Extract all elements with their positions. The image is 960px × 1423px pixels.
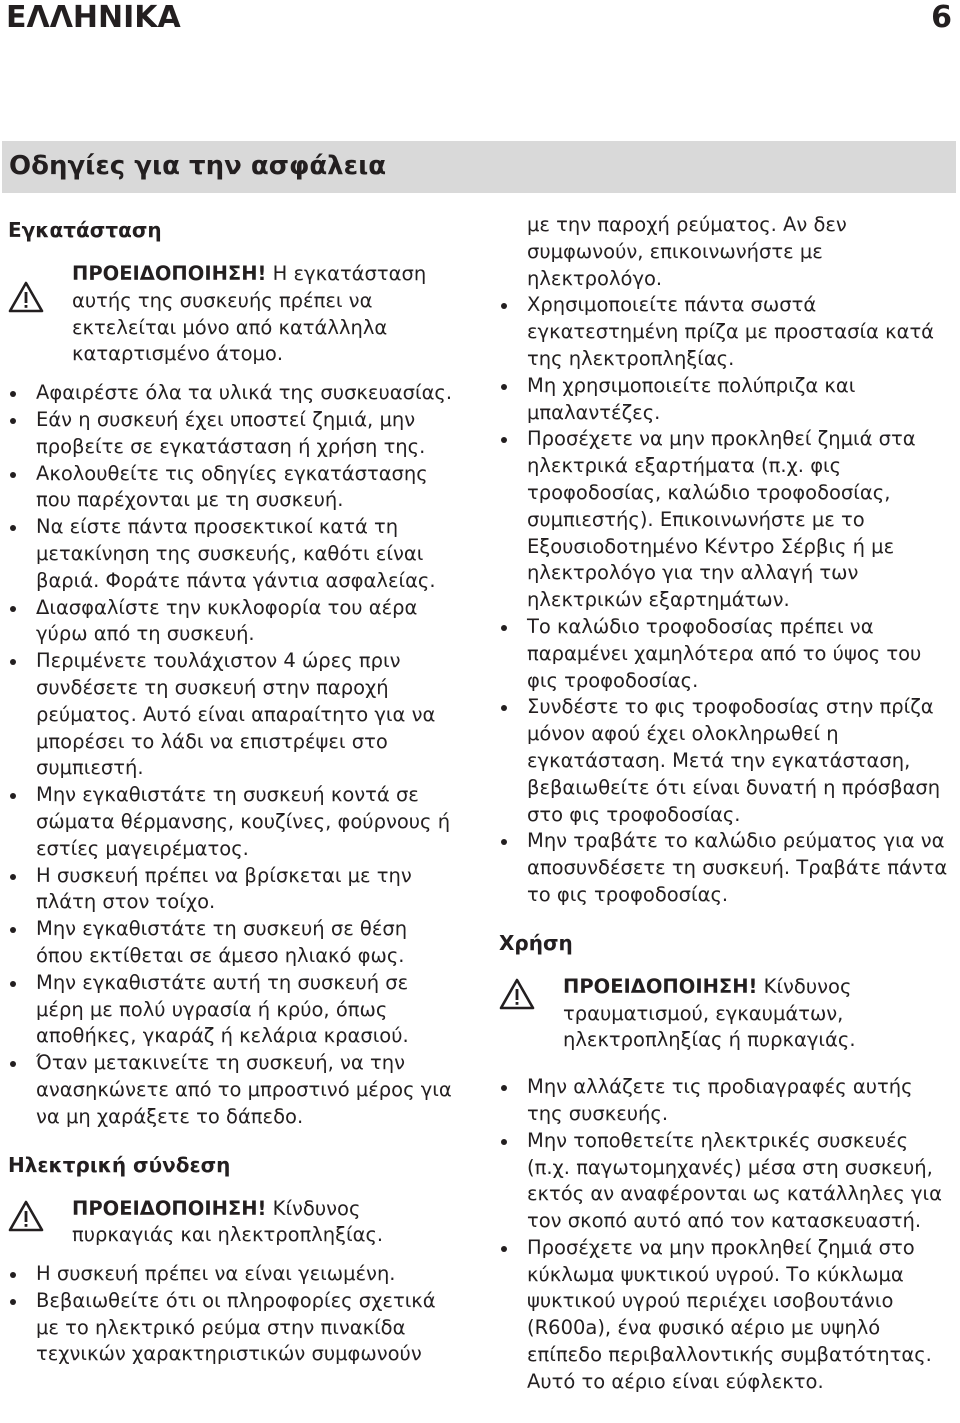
warning-text: Η εγκατάσταση αυτής της συσκευής πρέπει να εκτελείται μόνο από κατάλληλα καταρτισμένο άτομο. [72, 262, 427, 366]
list-item: Μην τοποθετείτε ηλεκτρικές συσκευές (π.χ. παγωτομηχανές) μέσα στη συσκευή, εκτός αν αναφέρονται ως κατάλληλες για τον σκοπό αυτό από τον κατασκευαστή. [499, 1128, 951, 1235]
warning-triangle-icon [499, 978, 535, 1010]
list-item: Μην εγκαθιστάτε αυτή τη συσκευή σε μέρη με πολύ υγρασία ή κρύο, όπως αποθήκες, γκαράζ ή κελάρια κρασιού. [8, 970, 458, 1050]
electrical-warning [8, 1196, 458, 1250]
list-item: Το καλώδιο τροφοδοσίας πρέπει να παραμένει χαμηλότερα από το ύψος του φις τροφοδοσίας. [499, 614, 951, 694]
warning-text: Κίνδυνος πυρκαγιάς και ηλεκτροπληξίας. [72, 1196, 384, 1247]
list-item: Προσέχετε να μην προκληθεί ζημιά στο κύκλωμα ψυκτικού υγρού. Το κύκλωμα ψυκτικού υγρού περιέχει ισοβουτάνιο (R600a), ένα φυσικό αέριο με υψηλό επίπεδο περιβαλλοντικής συμβατότητας. Αυτό το αέριο είναι εύφλεκτο. [499, 1235, 951, 1396]
list-item: Χρησιμοποιείτε πάντα σωστά εγκατεστημένη πρίζα με προστασία κατά της ηλεκτροπληξίας. [499, 292, 951, 372]
electrical-list [8, 1261, 458, 1368]
page-header [0, 0, 960, 40]
list-item: Εάν η συσκευή έχει υποστεί ζημιά, μην προβείτε σε εγκατάσταση ή χρήση της. [8, 407, 458, 461]
installation-warning [8, 261, 458, 368]
installation-list [8, 380, 458, 1130]
page-number: 6 [931, 0, 952, 35]
use-heading: Χρήση [499, 930, 573, 955]
warning-text: Κίνδυνος τραυματισμού, εγκαυμάτων, ηλεκτροπληξίας ή πυρκαγιάς. [563, 974, 856, 1052]
language-label: ΕΛΛΗΝΙΚΑ [6, 0, 181, 35]
list-item: Βεβαιωθείτε ότι οι πληροφορίες σχετικά με το ηλεκτρικό ρεύμα στην πινακίδα τεχνικών χαρακτηριστικών συμφωνούν [8, 1288, 458, 1368]
electrical-list-continued [499, 212, 951, 909]
list-item: Μην εγκαθιστάτε τη συσκευή κοντά σε σώματα θέρμανσης, κουζίνες, φούρνους ή εστίες μαγειρέματος. [8, 782, 458, 862]
warning-label: ΠΡΟΕΙΔΟΠΟΙΗΣΗ! [72, 262, 267, 285]
list-item: Να είστε πάντα προσεκτικοί κατά τη μετακίνηση της συσκευής, καθότι είναι βαριά. Φοράτε πάντα γάντια ασφαλείας. [8, 514, 458, 594]
list-item-continuation: με την παροχή ρεύματος. Αν δεν συμφωνούν, επικοινωνήστε με ηλεκτρολόγο. [527, 213, 847, 290]
right-column [499, 212, 951, 1396]
title-band [2, 141, 956, 193]
list-item: Διασφαλίστε την κυκλοφορία του αέρα γύρω από τη συσκευή. [8, 595, 458, 649]
page-title: Οδηγίες για την ασφάλεια [9, 151, 387, 181]
list-item: Μην αλλάζετε τις προδιαγραφές αυτής της συσκευής. [499, 1074, 951, 1128]
list-item: Μην τραβάτε το καλώδιο ρεύματος για να αποσυνδέσετε τη συσκευή. Τραβάτε πάντα το φις τροφοδοσίας. [499, 828, 951, 908]
list-item: Μην εγκαθιστάτε τη συσκευή σε θέση όπου εκτίθεται σε άμεσο ηλιακό φως. [8, 916, 458, 970]
warning-label: ΠΡΟΕΙΔΟΠΟΙΗΣΗ! [72, 1196, 267, 1220]
warning-triangle-icon [8, 281, 44, 313]
list-item: Συνδέστε το φις τροφοδοσίας στην πρίζα μόνον αφού έχει ολοκληρωθεί η εγκατάσταση. Μετά την εγκατάσταση, βεβαιωθείτε ότι είναι δυνατή η πρόσβαση στο φις τροφοδοσίας. [499, 694, 951, 828]
warning-triangle-icon [8, 1200, 44, 1232]
list-item: Όταν μετακινείτε τη συσκευή, να την ανασηκώνετε από το μπροστινό μέρος για να μη χαράξετε το δάπεδο. [8, 1050, 458, 1130]
list-item: Μη χρησιμοποιείτε πολύπριζα και μπαλαντέζες. [499, 373, 951, 427]
use-list [499, 1074, 951, 1396]
list-item: Ακολουθείτε τις οδηγίες εγκατάστασης που παρέχονται με τη συσκευή. [8, 461, 458, 515]
use-warning [499, 974, 951, 1054]
electrical-heading: Ηλεκτρική σύνδεση [8, 1152, 231, 1177]
installation-heading: Εγκατάσταση [8, 218, 162, 242]
list-item: Περιμένετε τουλάχιστον 4 ώρες πριν συνδέσετε τη συσκευή στην παροχή ρεύματος. Αυτό είναι απαραίτητο για να μπορέσει το λάδι να επιστρέψει στο συμπιεστή. [8, 648, 458, 782]
list-item: Αφαιρέστε όλα τα υλικά της συσκευασίας. [8, 380, 458, 407]
warning-label: ΠΡΟΕΙΔΟΠΟΙΗΣΗ! [563, 974, 758, 998]
list-item: Προσέχετε να μην προκληθεί ζημιά στα ηλεκτρικά εξαρτήματα (π.χ. φις τροφοδοσίας, καλώδιο τροφοδοσίας, συμπιεστής). Επικοινωνήστε με το Εξουσιοδοτημένο Κέντρο Σέρβις ή με ηλεκτρολόγο για την αλλαγή των ηλεκτρικών εξαρτημάτων. [499, 426, 951, 614]
left-column [8, 212, 458, 1368]
list-item: Η συσκευή πρέπει να είναι γειωμένη. [8, 1261, 458, 1288]
list-item: Η συσκευή πρέπει να βρίσκεται με την πλάτη στον τοίχο. [8, 863, 458, 917]
